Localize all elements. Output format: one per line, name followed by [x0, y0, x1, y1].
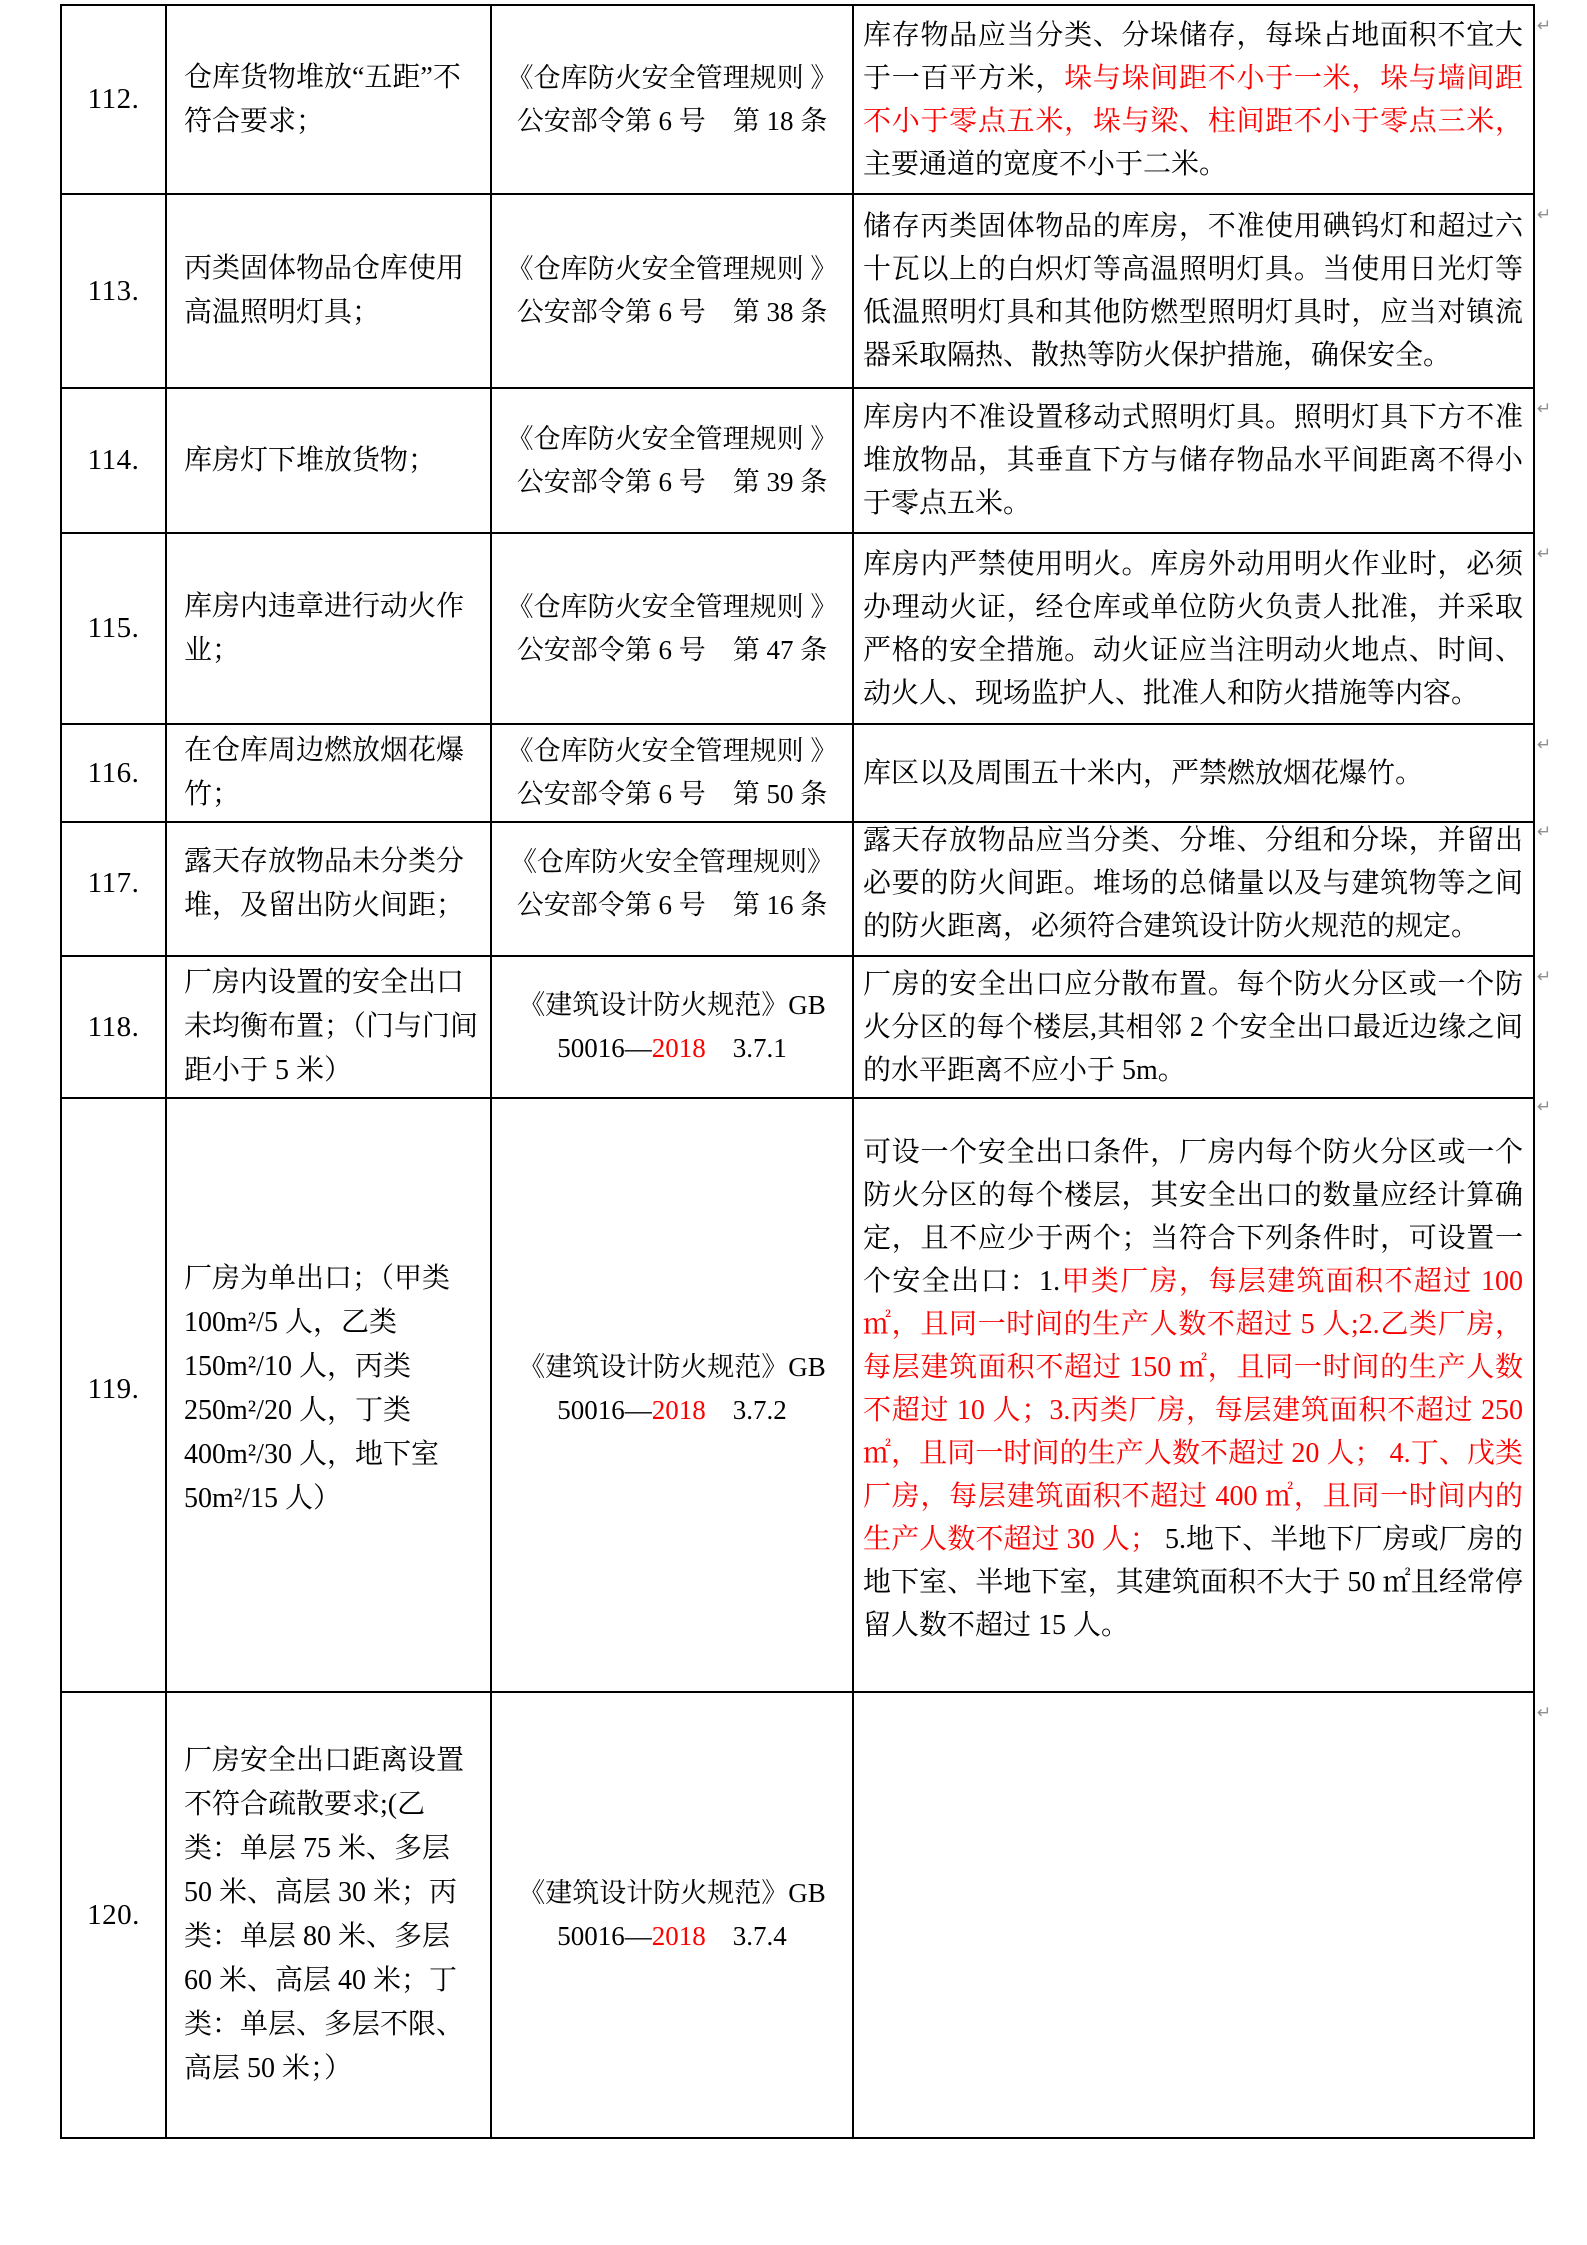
detail-cell — [854, 195, 1552, 389]
table-row — [62, 812, 1552, 957]
regulation-text-segment: 公安部令第 6 号 第 16 条 — [516, 889, 828, 920]
detail-text — [863, 14, 1523, 186]
paragraph-mark: ↵ — [1537, 1703, 1552, 1723]
regulation-text-segment: 《仓库防火安全管理规则 》 — [506, 736, 838, 766]
detail-text-segment: 厂房的安全出口应分散布置。每个防火分区或一个防火分区的每个楼层,其相邻 2 个安全出口最近边缘之间的水平距离不应小于 5m。 — [863, 968, 1523, 1086]
regulation-text-segment: 公安部令第 6 号 第 47 条 — [516, 634, 828, 665]
regulation-ref-line — [517, 461, 828, 504]
detail-text — [863, 752, 1523, 795]
row-number-cell — [62, 725, 167, 823]
table-row — [62, 725, 1552, 812]
row-number-cell — [62, 957, 167, 1099]
regulation-text-segment: 50016— — [557, 1395, 652, 1425]
violation-cell — [167, 534, 492, 725]
regulation-text-segment: 50016— — [557, 1033, 652, 1063]
regulation-ref-line — [517, 629, 828, 672]
row-number: 114. — [87, 444, 140, 476]
detail-text — [863, 963, 1523, 1092]
row-number: 113. — [87, 274, 140, 307]
regulation-cell — [492, 812, 854, 957]
regulation-ref-line — [557, 1027, 787, 1070]
regulation-text-segment: 3.7.4 — [705, 1921, 787, 1951]
regulation-text-segment: 《仓库防火安全管理规则 》 — [506, 591, 838, 622]
violation-text: 丙类固体物品仓库使用高温照明灯具； — [184, 253, 465, 328]
row-number-cell — [62, 1693, 167, 2139]
regulation-text-red-segment: 2018 — [651, 1921, 706, 1951]
detail-text-segment: 储存丙类固体物品的库房，不准使用碘钨灯和超过六十瓦以上的白炽灯等高温照明灯具。当使用日光灯等低温照明灯具和其他防燃型照明灯具时，应当对镇流器采取隔热、散热等防火保护措施，确保安全。 — [863, 211, 1523, 371]
table-row — [62, 6, 1552, 195]
regulation-text-segment: 公安部令第 6 号 第 39 条 — [516, 466, 828, 497]
regulation-ref-line — [518, 1346, 826, 1389]
violation-text: 厂房内设置的安全出口未均衡布置；（门与门间距小于 5 米） — [184, 967, 479, 1086]
detail-cell — [854, 1693, 1552, 2139]
regulation-ref-line — [517, 884, 828, 927]
row-number: 117. — [87, 867, 140, 899]
regulation-text-segment: 公安部令第 6 号 第 50 条 — [516, 779, 828, 809]
detail-text-segment: 主要通道的宽度不小于二米。 — [863, 148, 1228, 180]
paragraph-mark: ↵ — [1537, 735, 1552, 755]
regulation-text-red-segment: 2018 — [651, 1033, 706, 1063]
table-row — [62, 195, 1552, 389]
regulation-ref-line — [510, 841, 834, 884]
regulation-cell — [492, 389, 854, 534]
regulation-text-segment: 3.7.1 — [705, 1033, 787, 1063]
regulation-ref-line — [507, 248, 838, 291]
regulation-ref-line — [557, 1389, 787, 1432]
regulation-ref-line — [507, 418, 838, 461]
regulation-cell — [492, 725, 854, 823]
row-number-cell — [62, 1087, 167, 1693]
violation-text: 露天存放物品未分类分堆，及留出防火间距； — [184, 845, 465, 921]
detail-text-segment: 库存物品应当分类、分垛储存，每垛占地面积不宜大于一百平方米， — [863, 19, 1523, 94]
detail-text-segment: 库区以及周围五十米内，严禁燃放烟花爆竹。 — [863, 757, 1424, 789]
paragraph-mark: ↵ — [1537, 205, 1552, 225]
row-number-cell — [62, 534, 167, 725]
detail-cell — [854, 725, 1552, 823]
regulation-cell — [492, 6, 854, 195]
detail-cell — [854, 389, 1552, 534]
row-number: 115. — [87, 612, 140, 644]
regulation-ref-line — [517, 773, 828, 816]
regulation-ref-line — [507, 586, 838, 629]
violation-text: 厂房为单出口；（甲类 100m²/5 人，乙类 150m²/10 人，丙类 250m²/20 人，丁类 400m²/30 人，地下室 50m²/15 人） — [184, 1263, 451, 1514]
violation-cell — [167, 812, 492, 957]
regulation-text-segment: 《仓库防火安全管理规则 》 — [506, 62, 838, 93]
detail-text-segment: 库房内不准设置移动式照明灯具。照明灯具下方不准堆放物品，其垂直下方与储存物品水平间距离不得小于零点五米。 — [863, 402, 1523, 519]
row-number: 119. — [87, 1372, 140, 1405]
regulation-ref-line — [517, 291, 828, 334]
paragraph-mark: ↵ — [1537, 16, 1552, 36]
violations-table — [60, 4, 1552, 2139]
detail-text-segment: 5.地下、半地下厂房或厂房的地下室、半地下室，其建筑面积不大于 50 ㎡且经常停留人数不超过 15 人。 — [863, 1524, 1523, 1641]
table-row — [62, 534, 1552, 725]
detail-text-red-segment: 甲类厂房，每层建筑面积不超过 100 ㎡，且同一时间的生产人数不超过 5 人;2.乙类厂房，每层建筑面积不超过 150 ㎡，且同一时间的生产人数不超过 10 人；3.丙类厂房，每层建筑面积不超过 250 ㎡，且同一时间的生产人数不超过 20 人； 4.丁、戊类厂房，每层建筑面积不超过 400 ㎡，且同一时间内的生产人数不超过 30 人； — [863, 1266, 1523, 1555]
regulation-text-segment: 50016— — [557, 1921, 652, 1951]
paragraph-mark: ↵ — [1537, 1097, 1552, 1117]
violation-cell — [167, 6, 492, 195]
table-row — [62, 389, 1552, 534]
detail-cell — [854, 1087, 1552, 1693]
violation-text: 库房内违章进行动火作业； — [184, 590, 465, 666]
violation-text: 库房灯下堆放货物； — [184, 444, 437, 476]
row-number: 120. — [87, 1898, 140, 1931]
row-number-cell — [62, 6, 167, 195]
regulation-ref-line — [517, 100, 828, 143]
regulation-cell — [492, 1693, 854, 2139]
row-number-cell — [62, 195, 167, 389]
regulation-text-segment: 3.7.2 — [705, 1395, 787, 1425]
row-number-cell — [62, 812, 167, 957]
violation-cell — [167, 725, 492, 823]
detail-text — [863, 819, 1523, 948]
violation-cell — [167, 1693, 492, 2139]
regulation-text-segment: 公安部令第 6 号 第 38 条 — [516, 297, 828, 327]
row-number: 118. — [87, 1010, 140, 1043]
table-row — [62, 957, 1552, 1087]
regulation-text-segment: 《仓库防火安全管理规则》 — [510, 846, 834, 877]
regulation-text-segment: 公安部令第 6 号 第 18 条 — [516, 105, 828, 136]
row-number-cell — [62, 389, 167, 534]
violation-cell — [167, 389, 492, 534]
regulation-text-segment: 《仓库防火安全管理规则 》 — [506, 423, 838, 454]
regulation-text-segment: 《仓库防火安全管理规则 》 — [506, 254, 838, 284]
regulation-cell — [492, 195, 854, 389]
regulation-ref-line — [518, 1872, 826, 1915]
detail-cell — [854, 6, 1552, 195]
violation-cell — [167, 1087, 492, 1693]
detail-text-segment: 可设一个安全出口条件，厂房内每个防火分区或一个防火分区的每个楼层，其安全出口的数量应经计算确定，且不应少于两个；当符合下列条件时，可设置一个安全出口：1. — [863, 1137, 1523, 1297]
detail-text — [863, 543, 1523, 715]
detail-text — [863, 1131, 1523, 1647]
regulation-cell — [492, 1087, 854, 1693]
detail-text-segment: 库房内严禁使用明火。库房外动用明火作业时，必须办理动火证，经仓库或单位防火负责人批准，并采取严格的安全措施。动火证应当注明动火地点、时间、动火人、现场监护人、批准人和防火措施等内容。 — [863, 548, 1523, 709]
violation-cell — [167, 957, 492, 1099]
regulation-ref-line — [518, 984, 826, 1027]
violation-text: 在仓库周边燃放烟花爆竹； — [184, 735, 465, 810]
regulation-ref-line — [507, 57, 838, 100]
row-number: 116. — [87, 756, 140, 789]
violation-cell — [167, 195, 492, 389]
regulation-cell — [492, 534, 854, 725]
detail-cell — [854, 812, 1552, 957]
detail-text-red-segment: 垛与垛间距不小于一米，垛与墙间距不小于零点五米，垛与梁、柱间距不小于零点三米， — [863, 62, 1523, 137]
regulation-text-red-segment: 2018 — [651, 1395, 706, 1425]
detail-text-segment: 露天存放物品应当分类、分堆、分组和分垛，并留出必要的防火间距。堆场的总储量以及与建筑物等之间的防火距离，必须符合建筑设计防火规范的规定。 — [863, 825, 1523, 942]
table-row — [62, 1087, 1552, 1693]
detail-cell — [854, 534, 1552, 725]
paragraph-mark: ↵ — [1537, 544, 1552, 564]
regulation-ref-line — [557, 1915, 787, 1958]
violation-text: 厂房安全出口距离设置不符合疏散要求;(乙类：单层 75 米、多层 50 米、高层 30 米；丙类：单层 80 米、多层 60 米、高层 40 米；丁类：单层、多层不限、高层 50 米；） — [184, 1745, 465, 2084]
violation-text: 仓库货物堆放“五距”不符合要求； — [184, 61, 461, 137]
detail-cell — [854, 957, 1552, 1099]
regulation-cell — [492, 957, 854, 1099]
table-row — [62, 1693, 1552, 2139]
detail-text — [863, 205, 1523, 377]
regulation-ref-line — [507, 730, 838, 773]
regulation-text-segment: 《建筑设计防火规范》GB — [518, 1352, 826, 1382]
paragraph-mark: ↵ — [1537, 967, 1552, 987]
regulation-text-segment: 《建筑设计防火规范》GB — [518, 990, 826, 1020]
paragraph-mark: ↵ — [1537, 822, 1552, 842]
regulation-text-segment: 《建筑设计防火规范》GB — [518, 1878, 826, 1908]
detail-text — [863, 396, 1523, 525]
row-number: 112. — [87, 83, 140, 115]
paragraph-mark: ↵ — [1537, 399, 1552, 419]
